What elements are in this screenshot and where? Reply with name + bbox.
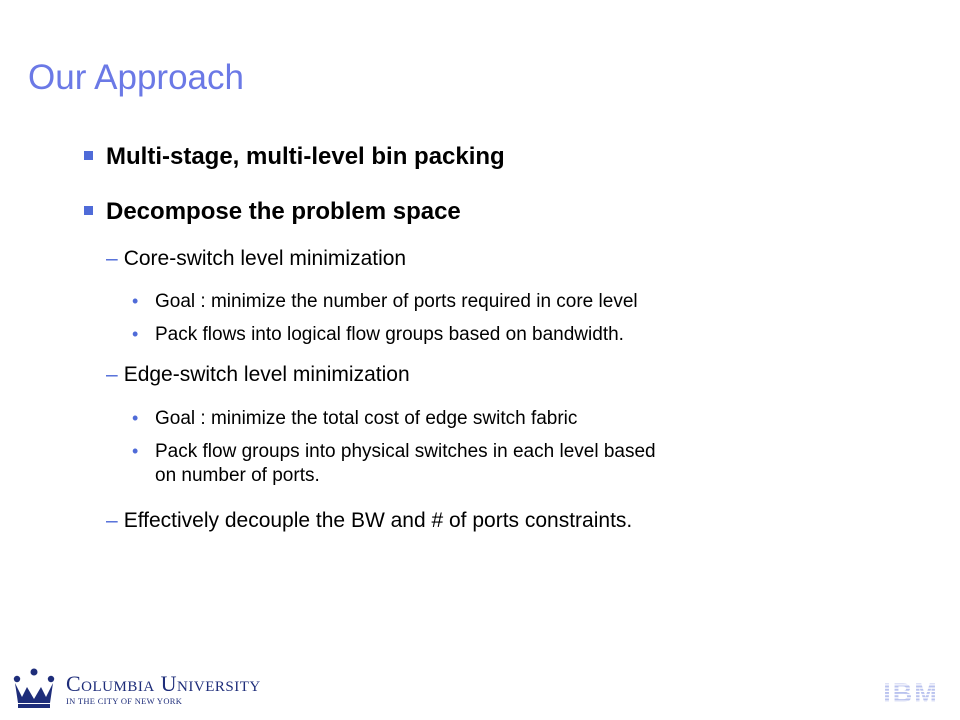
point-text: Pack flow groups into physical switches in each level based <box>155 441 656 462</box>
bullet-text: Multi-stage, multi-level bin packing <box>106 143 505 170</box>
columbia-wordmark <box>66 672 261 706</box>
point-item <box>132 289 638 314</box>
sub-item-text: Core-switch level minimization <box>123 247 407 270</box>
sub-item <box>106 509 632 533</box>
ibm-logo-text: IBM <box>883 679 939 705</box>
bullet-item <box>84 143 505 171</box>
point-text: Goal : minimize the number of ports required in core level <box>155 291 638 312</box>
ibm-logo <box>878 679 944 705</box>
point-text-continuation: on number of ports. <box>155 465 320 486</box>
dash-icon: – <box>106 509 118 532</box>
square-bullet-icon <box>84 151 93 160</box>
dash-icon: – <box>106 363 118 386</box>
columbia-logo <box>10 665 261 713</box>
sub-item-text: Edge-switch level minimization <box>123 363 410 386</box>
square-bullet-icon <box>84 206 93 215</box>
dot-bullet-icon: • <box>132 441 139 461</box>
dot-bullet-icon: • <box>132 408 139 428</box>
university-subtitle: IN THE CITY OF NEW YORK <box>66 696 183 706</box>
point-text: Pack flows into logical flow groups based on bandwidth. <box>155 324 624 345</box>
point-text: Goal : minimize the total cost of edge switch fabric <box>155 408 578 429</box>
bullet-item <box>84 198 461 226</box>
point-item <box>132 439 656 488</box>
university-name: Columbia University <box>66 671 261 696</box>
dash-icon: – <box>106 247 118 270</box>
sub-item <box>106 363 410 387</box>
point-item <box>132 322 624 347</box>
crown-icon <box>10 667 58 711</box>
point-item <box>132 406 577 431</box>
sub-item-text: Effectively decouple the BW and # of ports constraints. <box>123 509 633 532</box>
sub-item <box>106 247 406 271</box>
bullet-text: Decompose the problem space <box>106 198 461 225</box>
dot-bullet-icon: • <box>132 291 139 311</box>
slide-title: Our Approach <box>28 58 244 97</box>
dot-bullet-icon: • <box>132 324 139 344</box>
